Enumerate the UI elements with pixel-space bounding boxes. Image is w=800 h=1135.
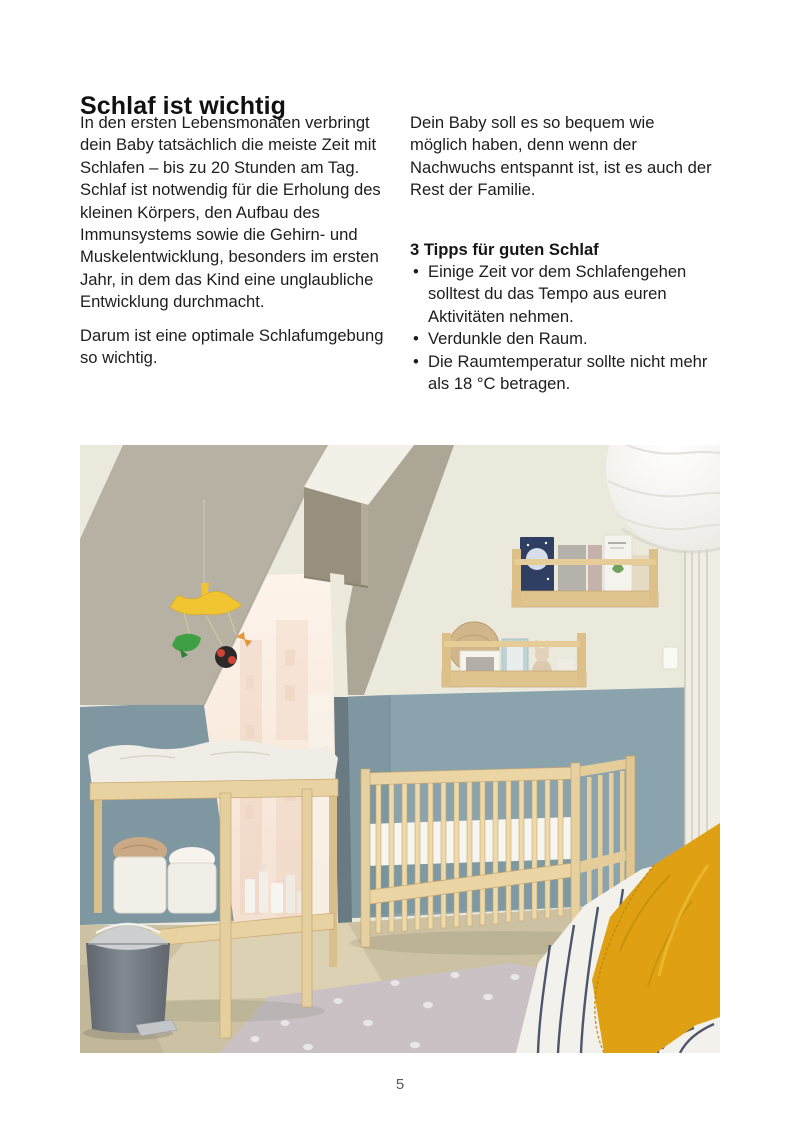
storage-baskets <box>113 837 216 913</box>
tips-heading: 3 Tipps für guten Schlaf <box>410 239 599 259</box>
paragraph-baby-comfort: Dein Baby soll es so bequem wie möglich haben, denn wenn der Nachwuchs entspannt ist, ist es auch der Rest der Familie. <box>410 113 712 200</box>
tip-item: • Einige Zeit vor dem Schlafengehen solltest du das Tempo aus euren Aktivitäten nehmen. <box>410 261 714 328</box>
door-frame-molding <box>685 545 720 875</box>
tip-item: • Die Raumtemperatur sollte nicht mehr als 18 °C betragen. <box>410 351 714 396</box>
book-gray <box>558 545 586 593</box>
tips-list <box>410 261 714 395</box>
text-column-left <box>80 112 384 369</box>
nursery-illustration <box>80 445 720 1053</box>
paragraph-intro-sleep: In den ersten Lebensmonaten verbringt dein Baby tatsächlich die meiste Zeit mit Schlafen – bis zu 20 Stunden am Tag. Schlaf ist notwendig für die Erholung des kleinen Körpers, den Aufbau des Immunsystems sowie die Gehirn- und Muskelentwicklung, besonders im ersten Jahr, in dem das Kind eine unglaubliche Entwicklung durchmacht. <box>80 113 381 312</box>
paragraph-sleep-environment: Darum ist eine optimale Schlafumgebung so wichtig. <box>80 325 384 368</box>
page-number: 5 <box>395 1076 405 1093</box>
nursery-photo <box>80 445 720 1053</box>
text-column-right <box>410 112 714 395</box>
pedal-bin <box>86 924 177 1036</box>
book-pink <box>588 545 602 593</box>
tip-item: • Verdunkle den Raum. <box>410 328 714 350</box>
light-switch <box>663 647 678 669</box>
page-title: Schlaf ist wichtig <box>80 91 286 120</box>
